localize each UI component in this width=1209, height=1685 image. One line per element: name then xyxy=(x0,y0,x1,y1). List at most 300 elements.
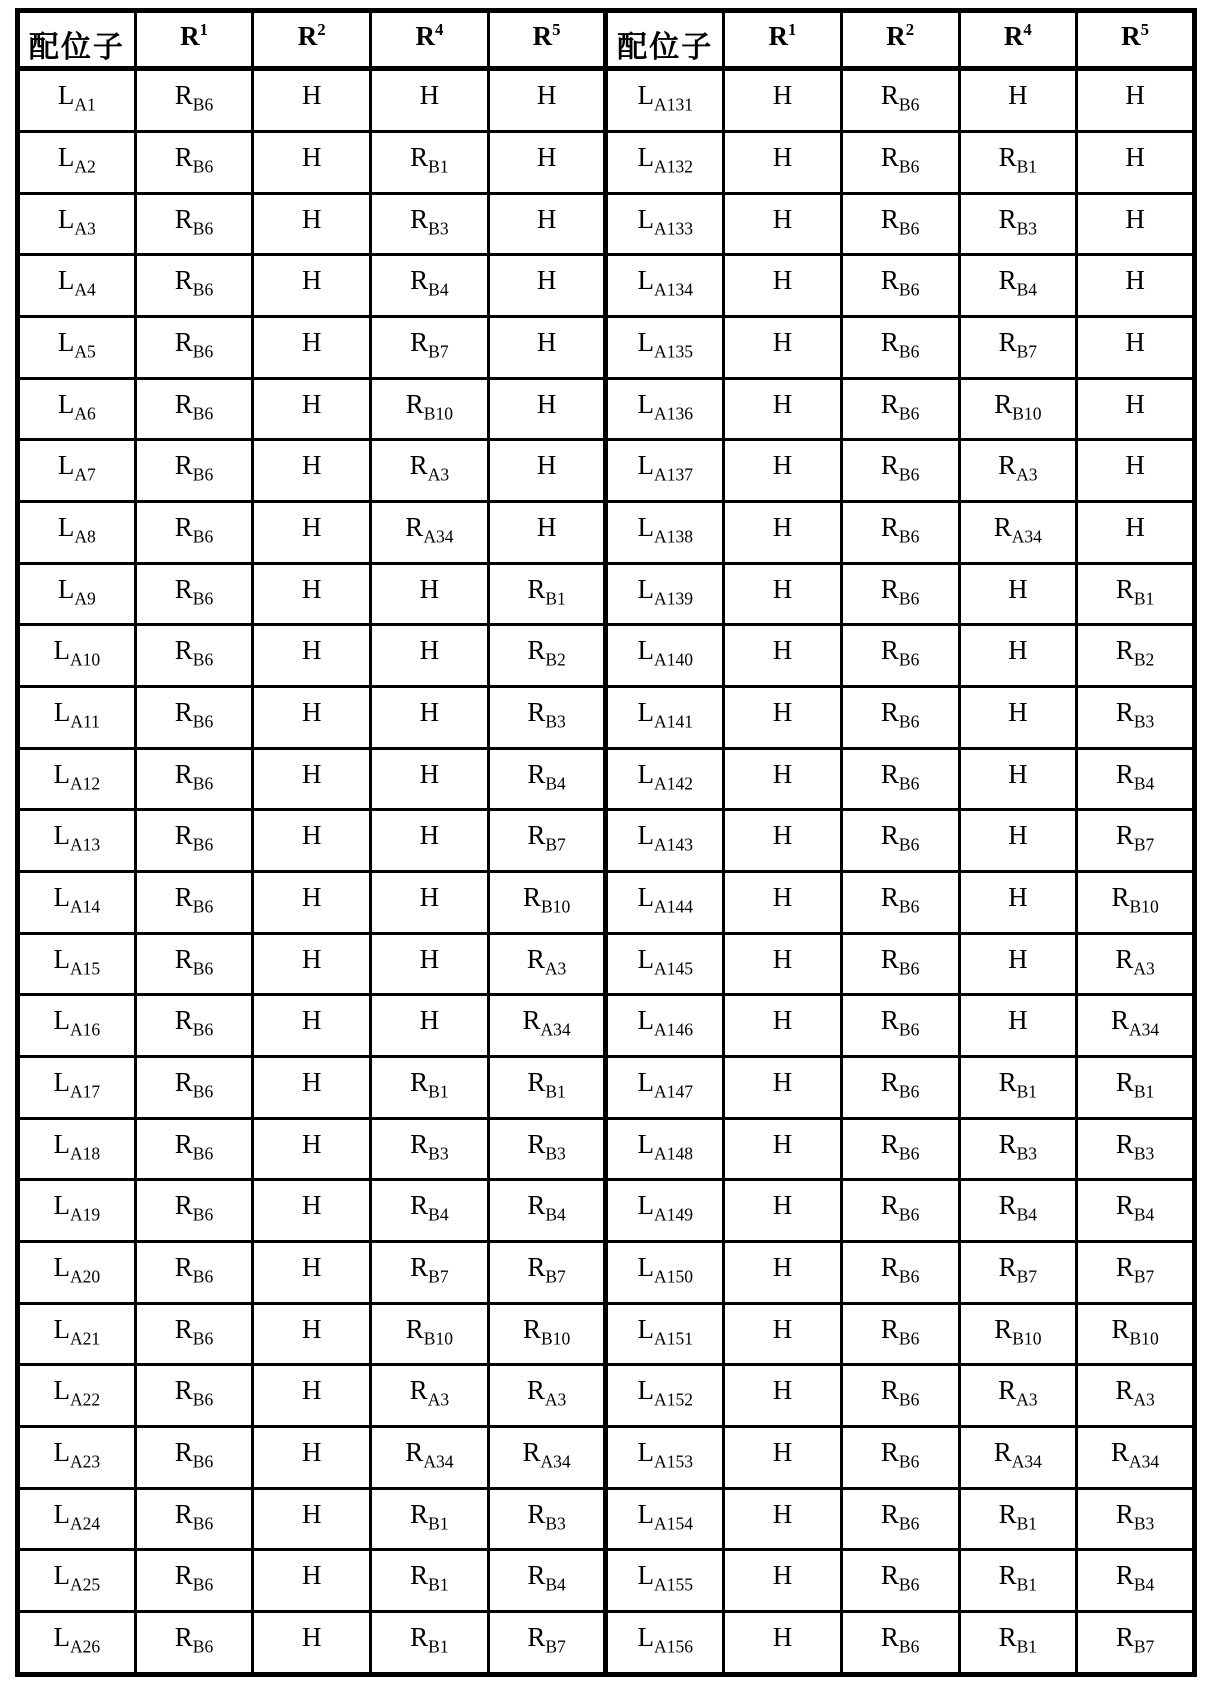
substituent-cell: $R_{B6}$ xyxy=(841,1550,959,1612)
substituent-cell: H xyxy=(1077,317,1195,379)
substituent-cell: $R_{B6}$ xyxy=(135,1303,253,1365)
substituent-cell: H xyxy=(371,810,489,872)
substituent-cell: $R_{A3}$ xyxy=(1077,933,1195,995)
substituent-cell: H xyxy=(1077,502,1195,564)
substituent-cell: $R_{B6}$ xyxy=(841,132,959,194)
column-header-ligand: 配位子 xyxy=(18,11,136,69)
substituent-cell: $R_{B6}$ xyxy=(841,748,959,810)
ligand-cell: $L_{A24}$ xyxy=(18,1488,136,1550)
substituent-cell: H xyxy=(488,440,606,502)
substituent-cell: H xyxy=(488,193,606,255)
substituent-cell: $R_{B6}$ xyxy=(841,1488,959,1550)
ligand-cell: $L_{A139}$ xyxy=(606,563,724,625)
substituent-cell: $R_{B7}$ xyxy=(1077,1611,1195,1674)
table-row xyxy=(18,1180,1195,1242)
substituent-cell: H xyxy=(724,1303,842,1365)
substituent-cell: H xyxy=(724,502,842,564)
substituent-cell: H xyxy=(253,193,371,255)
substituent-cell: $R_{B4}$ xyxy=(371,255,489,317)
substituent-cell: $R_{B4}$ xyxy=(959,1180,1077,1242)
substituent-cell: $R_{B2}$ xyxy=(1077,625,1195,687)
substituent-cell: H xyxy=(488,132,606,194)
ligand-cell: $L_{A8}$ xyxy=(18,502,136,564)
substituent-cell: $R_{B3}$ xyxy=(488,686,606,748)
substituent-cell: $R_{B4}$ xyxy=(371,1180,489,1242)
substituent-cell: H xyxy=(253,132,371,194)
substituent-cell: H xyxy=(253,625,371,687)
ligand-cell: $L_{A10}$ xyxy=(18,625,136,687)
column-header-r1: $R^1$ xyxy=(724,11,842,69)
substituent-cell: H xyxy=(959,686,1077,748)
table-row xyxy=(18,995,1195,1057)
substituent-cell: H xyxy=(724,1241,842,1303)
ligand-cell: $L_{A23}$ xyxy=(18,1426,136,1488)
ligand-cell: $L_{A137}$ xyxy=(606,440,724,502)
substituent-cell: H xyxy=(959,563,1077,625)
substituent-cell: $R_{B6}$ xyxy=(841,1118,959,1180)
substituent-cell: $R_{B6}$ xyxy=(135,317,253,379)
substituent-cell: $R_{B6}$ xyxy=(841,995,959,1057)
table-row xyxy=(18,69,1195,132)
substituent-cell: $R_{B1}$ xyxy=(371,1550,489,1612)
column-header-r5: $R^5$ xyxy=(1077,11,1195,69)
table-row xyxy=(18,625,1195,687)
substituent-cell: $R_{B1}$ xyxy=(488,1056,606,1118)
ligand-cell: $L_{A134}$ xyxy=(606,255,724,317)
substituent-cell: $R_{B1}$ xyxy=(1077,563,1195,625)
table-row xyxy=(18,1550,1195,1612)
substituent-cell: H xyxy=(253,1180,371,1242)
substituent-cell: H xyxy=(724,1118,842,1180)
substituent-cell: $R_{B6}$ xyxy=(135,1365,253,1427)
substituent-cell: $R_{A34}$ xyxy=(371,1426,489,1488)
substituent-cell: H xyxy=(724,748,842,810)
ligand-cell: $L_{A145}$ xyxy=(606,933,724,995)
table-row xyxy=(18,255,1195,317)
substituent-cell: $R_{B3}$ xyxy=(1077,1118,1195,1180)
ligand-cell: $L_{A156}$ xyxy=(606,1611,724,1674)
substituent-cell: H xyxy=(724,1426,842,1488)
substituent-cell: $R_{B6}$ xyxy=(841,193,959,255)
substituent-cell: H xyxy=(253,1365,371,1427)
substituent-cell: $R_{B10}$ xyxy=(959,378,1077,440)
substituent-cell: $R_{B1}$ xyxy=(959,1611,1077,1674)
substituent-cell: H xyxy=(253,1118,371,1180)
ligand-cell: $L_{A26}$ xyxy=(18,1611,136,1674)
substituent-cell: $R_{B6}$ xyxy=(841,1056,959,1118)
substituent-cell: $R_{B1}$ xyxy=(371,1056,489,1118)
table-row xyxy=(18,871,1195,933)
ligand-cell: $L_{A132}$ xyxy=(606,132,724,194)
substituent-cell: $R_{B7}$ xyxy=(488,1611,606,1674)
ligand-cell: $L_{A131}$ xyxy=(606,69,724,132)
substituent-cell: $R_{B6}$ xyxy=(841,1303,959,1365)
substituent-cell: H xyxy=(959,995,1077,1057)
ligand-cell: $L_{A21}$ xyxy=(18,1303,136,1365)
table-row xyxy=(18,1426,1195,1488)
substituent-cell: $R_{B6}$ xyxy=(135,871,253,933)
substituent-cell: H xyxy=(1077,255,1195,317)
substituent-cell: $R_{A3}$ xyxy=(959,1365,1077,1427)
ligand-cell: $L_{A135}$ xyxy=(606,317,724,379)
substituent-cell: H xyxy=(959,810,1077,872)
substituent-cell: $R_{B1}$ xyxy=(371,1488,489,1550)
substituent-cell: $R_{B10}$ xyxy=(371,378,489,440)
substituent-cell: $R_{B4}$ xyxy=(488,1180,606,1242)
substituent-cell: H xyxy=(724,1180,842,1242)
substituent-cell: $R_{B1}$ xyxy=(959,1550,1077,1612)
ligand-table xyxy=(15,8,1197,1677)
ligand-cell: $L_{A153}$ xyxy=(606,1426,724,1488)
substituent-cell: H xyxy=(724,1056,842,1118)
ligand-cell: $L_{A12}$ xyxy=(18,748,136,810)
substituent-cell: $R_{A34}$ xyxy=(959,502,1077,564)
ligand-cell: $L_{A144}$ xyxy=(606,871,724,933)
substituent-cell: $R_{B6}$ xyxy=(841,1241,959,1303)
substituent-cell: $R_{A34}$ xyxy=(488,1426,606,1488)
ligand-cell: $L_{A4}$ xyxy=(18,255,136,317)
substituent-cell: H xyxy=(253,1056,371,1118)
substituent-cell: $R_{B7}$ xyxy=(371,317,489,379)
table-row xyxy=(18,748,1195,810)
substituent-cell: $R_{B6}$ xyxy=(135,933,253,995)
substituent-cell: H xyxy=(253,378,371,440)
ligand-cell: $L_{A9}$ xyxy=(18,563,136,625)
substituent-cell: $R_{B6}$ xyxy=(841,69,959,132)
ligand-cell: $L_{A142}$ xyxy=(606,748,724,810)
substituent-cell: $R_{A3}$ xyxy=(1077,1365,1195,1427)
substituent-cell: $R_{B6}$ xyxy=(841,810,959,872)
substituent-cell: H xyxy=(488,502,606,564)
ligand-cell: $L_{A155}$ xyxy=(606,1550,724,1612)
ligand-cell: $L_{A15}$ xyxy=(18,933,136,995)
substituent-cell: $R_{B3}$ xyxy=(371,193,489,255)
column-header-r4: $R^4$ xyxy=(959,11,1077,69)
substituent-cell: H xyxy=(253,1488,371,1550)
substituent-cell: H xyxy=(253,995,371,1057)
table-row xyxy=(18,686,1195,748)
substituent-cell: $R_{B6}$ xyxy=(135,1611,253,1674)
substituent-cell: H xyxy=(371,748,489,810)
substituent-cell: $R_{B6}$ xyxy=(135,132,253,194)
substituent-cell: $R_{B6}$ xyxy=(841,440,959,502)
substituent-cell: $R_{B4}$ xyxy=(1077,748,1195,810)
substituent-cell: H xyxy=(724,563,842,625)
ligand-cell: $L_{A3}$ xyxy=(18,193,136,255)
substituent-cell: $R_{B6}$ xyxy=(135,748,253,810)
ligand-cell: $L_{A6}$ xyxy=(18,378,136,440)
substituent-cell: $R_{B6}$ xyxy=(841,686,959,748)
table-row xyxy=(18,193,1195,255)
substituent-cell: H xyxy=(1077,69,1195,132)
table-row xyxy=(18,440,1195,502)
substituent-cell: H xyxy=(1077,440,1195,502)
substituent-cell: $R_{B4}$ xyxy=(1077,1180,1195,1242)
substituent-cell: $R_{B3}$ xyxy=(488,1488,606,1550)
substituent-cell: $R_{A34}$ xyxy=(959,1426,1077,1488)
substituent-cell: $R_{B3}$ xyxy=(959,193,1077,255)
ligand-cell: $L_{A151}$ xyxy=(606,1303,724,1365)
ligand-cell: $L_{A148}$ xyxy=(606,1118,724,1180)
table-row xyxy=(18,1118,1195,1180)
ligand-cell: $L_{A13}$ xyxy=(18,810,136,872)
substituent-cell: H xyxy=(253,317,371,379)
substituent-cell: $R_{A34}$ xyxy=(1077,1426,1195,1488)
substituent-cell: H xyxy=(1077,193,1195,255)
substituent-cell: $R_{B4}$ xyxy=(488,748,606,810)
substituent-cell: H xyxy=(1077,378,1195,440)
substituent-cell: $R_{B6}$ xyxy=(841,317,959,379)
column-header-r5: $R^5$ xyxy=(488,11,606,69)
substituent-cell: $R_{B3}$ xyxy=(488,1118,606,1180)
substituent-cell: $R_{A3}$ xyxy=(371,1365,489,1427)
ligand-cell: $L_{A2}$ xyxy=(18,132,136,194)
substituent-cell: $R_{B6}$ xyxy=(135,995,253,1057)
substituent-cell: $R_{B7}$ xyxy=(371,1241,489,1303)
column-header-r2: $R^2$ xyxy=(253,11,371,69)
substituent-cell: $R_{B6}$ xyxy=(135,1118,253,1180)
substituent-cell: H xyxy=(253,1611,371,1674)
ligand-cell: $L_{A146}$ xyxy=(606,995,724,1057)
ligand-cell: $L_{A11}$ xyxy=(18,686,136,748)
substituent-cell: H xyxy=(371,686,489,748)
table-row xyxy=(18,132,1195,194)
substituent-cell: H xyxy=(371,995,489,1057)
column-header-ligand: 配位子 xyxy=(606,11,724,69)
substituent-cell: H xyxy=(488,255,606,317)
substituent-cell: H xyxy=(724,440,842,502)
substituent-cell: H xyxy=(959,871,1077,933)
ligand-table-body xyxy=(18,69,1195,1675)
substituent-cell: $R_{B6}$ xyxy=(841,255,959,317)
header-row xyxy=(18,11,1195,69)
ligand-cell: $L_{A141}$ xyxy=(606,686,724,748)
substituent-cell: H xyxy=(724,1550,842,1612)
substituent-cell: $R_{B6}$ xyxy=(135,1550,253,1612)
substituent-cell: $R_{B6}$ xyxy=(135,378,253,440)
substituent-cell: H xyxy=(253,748,371,810)
ligand-cell: $L_{A5}$ xyxy=(18,317,136,379)
substituent-cell: $R_{B6}$ xyxy=(135,69,253,132)
substituent-cell: $R_{B1}$ xyxy=(371,132,489,194)
substituent-cell: H xyxy=(488,69,606,132)
ligand-cell: $L_{A19}$ xyxy=(18,1180,136,1242)
table-row xyxy=(18,1241,1195,1303)
substituent-cell: H xyxy=(253,1550,371,1612)
substituent-cell: H xyxy=(959,748,1077,810)
substituent-cell: H xyxy=(959,69,1077,132)
substituent-cell: $R_{B6}$ xyxy=(135,1241,253,1303)
substituent-cell: H xyxy=(253,255,371,317)
substituent-cell: $R_{B6}$ xyxy=(841,1426,959,1488)
substituent-cell: $R_{B6}$ xyxy=(135,193,253,255)
substituent-cell: H xyxy=(253,440,371,502)
ligand-cell: $L_{A138}$ xyxy=(606,502,724,564)
substituent-cell: $R_{B4}$ xyxy=(488,1550,606,1612)
substituent-cell: H xyxy=(959,933,1077,995)
ligand-cell: $L_{A7}$ xyxy=(18,440,136,502)
substituent-cell: $R_{B6}$ xyxy=(135,1180,253,1242)
substituent-cell: H xyxy=(253,810,371,872)
substituent-cell: $R_{B6}$ xyxy=(841,933,959,995)
substituent-cell: H xyxy=(724,625,842,687)
substituent-cell: H xyxy=(371,933,489,995)
substituent-cell: $R_{B6}$ xyxy=(841,1365,959,1427)
substituent-cell: $R_{B6}$ xyxy=(841,871,959,933)
substituent-cell: $R_{B10}$ xyxy=(959,1303,1077,1365)
ligand-cell: $L_{A133}$ xyxy=(606,193,724,255)
ligand-cell: $L_{A17}$ xyxy=(18,1056,136,1118)
column-header-r4: $R^4$ xyxy=(371,11,489,69)
substituent-cell: $R_{B7}$ xyxy=(959,1241,1077,1303)
substituent-cell: $R_{B1}$ xyxy=(959,1056,1077,1118)
substituent-cell: H xyxy=(371,871,489,933)
substituent-cell: $R_{B1}$ xyxy=(1077,1056,1195,1118)
substituent-cell: $R_{B6}$ xyxy=(135,1426,253,1488)
ligand-cell: $L_{A149}$ xyxy=(606,1180,724,1242)
substituent-cell: H xyxy=(253,686,371,748)
substituent-cell: $R_{B6}$ xyxy=(841,563,959,625)
substituent-cell: $R_{B6}$ xyxy=(135,1056,253,1118)
substituent-cell: $R_{B10}$ xyxy=(1077,871,1195,933)
substituent-cell: H xyxy=(371,69,489,132)
ligand-cell: $L_{A20}$ xyxy=(18,1241,136,1303)
table-row xyxy=(18,1488,1195,1550)
substituent-cell: H xyxy=(724,871,842,933)
ligand-cell: $L_{A1}$ xyxy=(18,69,136,132)
substituent-cell: $R_{B6}$ xyxy=(135,810,253,872)
substituent-cell: $R_{B10}$ xyxy=(1077,1303,1195,1365)
substituent-cell: $R_{B6}$ xyxy=(135,502,253,564)
table-row xyxy=(18,933,1195,995)
substituent-cell: $R_{B6}$ xyxy=(135,686,253,748)
substituent-cell: H xyxy=(724,1611,842,1674)
substituent-cell: $R_{B6}$ xyxy=(841,625,959,687)
substituent-cell: H xyxy=(724,810,842,872)
substituent-cell: $R_{B7}$ xyxy=(488,810,606,872)
substituent-cell: H xyxy=(724,378,842,440)
substituent-cell: $R_{B6}$ xyxy=(841,1180,959,1242)
substituent-cell: $R_{B10}$ xyxy=(371,1303,489,1365)
substituent-cell: $R_{B6}$ xyxy=(135,255,253,317)
substituent-cell: $R_{B2}$ xyxy=(488,625,606,687)
table-row xyxy=(18,1365,1195,1427)
substituent-cell: H xyxy=(724,69,842,132)
substituent-cell: $R_{B10}$ xyxy=(488,1303,606,1365)
substituent-cell: $R_{B6}$ xyxy=(135,440,253,502)
substituent-cell: $R_{B7}$ xyxy=(959,317,1077,379)
substituent-cell: H xyxy=(253,563,371,625)
substituent-cell: $R_{B6}$ xyxy=(135,1488,253,1550)
substituent-cell: H xyxy=(959,625,1077,687)
substituent-cell: $R_{B7}$ xyxy=(488,1241,606,1303)
table-row xyxy=(18,810,1195,872)
ligand-cell: $L_{A154}$ xyxy=(606,1488,724,1550)
substituent-cell: H xyxy=(724,995,842,1057)
substituent-cell: H xyxy=(253,933,371,995)
substituent-cell: $R_{B6}$ xyxy=(841,378,959,440)
ligand-cell: $L_{A16}$ xyxy=(18,995,136,1057)
substituent-cell: H xyxy=(724,933,842,995)
ligand-table-header xyxy=(18,11,1195,69)
ligand-cell: $L_{A18}$ xyxy=(18,1118,136,1180)
ligand-cell: $L_{A25}$ xyxy=(18,1550,136,1612)
ligand-cell: $L_{A14}$ xyxy=(18,871,136,933)
ligand-cell: $L_{A143}$ xyxy=(606,810,724,872)
substituent-cell: $R_{B4}$ xyxy=(959,255,1077,317)
substituent-cell: $R_{A3}$ xyxy=(371,440,489,502)
substituent-cell: $R_{B1}$ xyxy=(488,563,606,625)
substituent-cell: $R_{A34}$ xyxy=(488,995,606,1057)
ligand-cell: $L_{A150}$ xyxy=(606,1241,724,1303)
substituent-cell: $R_{B10}$ xyxy=(488,871,606,933)
ligand-cell: $L_{A140}$ xyxy=(606,625,724,687)
substituent-cell: $R_{B3}$ xyxy=(959,1118,1077,1180)
substituent-cell: H xyxy=(253,69,371,132)
substituent-cell: $R_{B6}$ xyxy=(135,625,253,687)
substituent-cell: $R_{B1}$ xyxy=(959,1488,1077,1550)
substituent-cell: H xyxy=(488,378,606,440)
substituent-cell: H xyxy=(724,255,842,317)
substituent-cell: $R_{B6}$ xyxy=(841,1611,959,1674)
substituent-cell: $R_{A3}$ xyxy=(488,1365,606,1427)
ligand-cell: $L_{A22}$ xyxy=(18,1365,136,1427)
substituent-cell: H xyxy=(724,132,842,194)
substituent-cell: $R_{A3}$ xyxy=(959,440,1077,502)
substituent-cell: $R_{A3}$ xyxy=(488,933,606,995)
table-row xyxy=(18,563,1195,625)
table-row xyxy=(18,317,1195,379)
substituent-cell: $R_{B1}$ xyxy=(371,1611,489,1674)
substituent-cell: H xyxy=(253,1303,371,1365)
substituent-cell: H xyxy=(724,686,842,748)
table-row xyxy=(18,502,1195,564)
table-row xyxy=(18,1056,1195,1118)
column-header-r2: $R^2$ xyxy=(841,11,959,69)
column-header-r1: $R^1$ xyxy=(135,11,253,69)
ligand-cell: $L_{A147}$ xyxy=(606,1056,724,1118)
substituent-cell: $R_{A34}$ xyxy=(1077,995,1195,1057)
table-row xyxy=(18,1611,1195,1674)
substituent-cell: H xyxy=(724,193,842,255)
ligand-cell: $L_{A136}$ xyxy=(606,378,724,440)
substituent-cell: $R_{B7}$ xyxy=(1077,810,1195,872)
substituent-cell: H xyxy=(253,1426,371,1488)
substituent-cell: $R_{B3}$ xyxy=(1077,686,1195,748)
substituent-cell: H xyxy=(253,502,371,564)
substituent-cell: H xyxy=(1077,132,1195,194)
substituent-cell: $R_{B7}$ xyxy=(1077,1241,1195,1303)
substituent-cell: $R_{B1}$ xyxy=(959,132,1077,194)
substituent-cell: H xyxy=(724,1365,842,1427)
substituent-cell: H xyxy=(724,317,842,379)
ligand-cell: $L_{A152}$ xyxy=(606,1365,724,1427)
table-row xyxy=(18,1303,1195,1365)
substituent-cell: $R_{B3}$ xyxy=(371,1118,489,1180)
substituent-cell: H xyxy=(371,563,489,625)
substituent-cell: H xyxy=(253,1241,371,1303)
table-row xyxy=(18,378,1195,440)
substituent-cell: $R_{A34}$ xyxy=(371,502,489,564)
substituent-cell: H xyxy=(488,317,606,379)
substituent-cell: H xyxy=(253,871,371,933)
substituent-cell: $R_{B6}$ xyxy=(135,563,253,625)
substituent-cell: H xyxy=(724,1488,842,1550)
substituent-cell: $R_{B4}$ xyxy=(1077,1550,1195,1612)
substituent-cell: $R_{B3}$ xyxy=(1077,1488,1195,1550)
substituent-cell: $R_{B6}$ xyxy=(841,502,959,564)
substituent-cell: H xyxy=(371,625,489,687)
